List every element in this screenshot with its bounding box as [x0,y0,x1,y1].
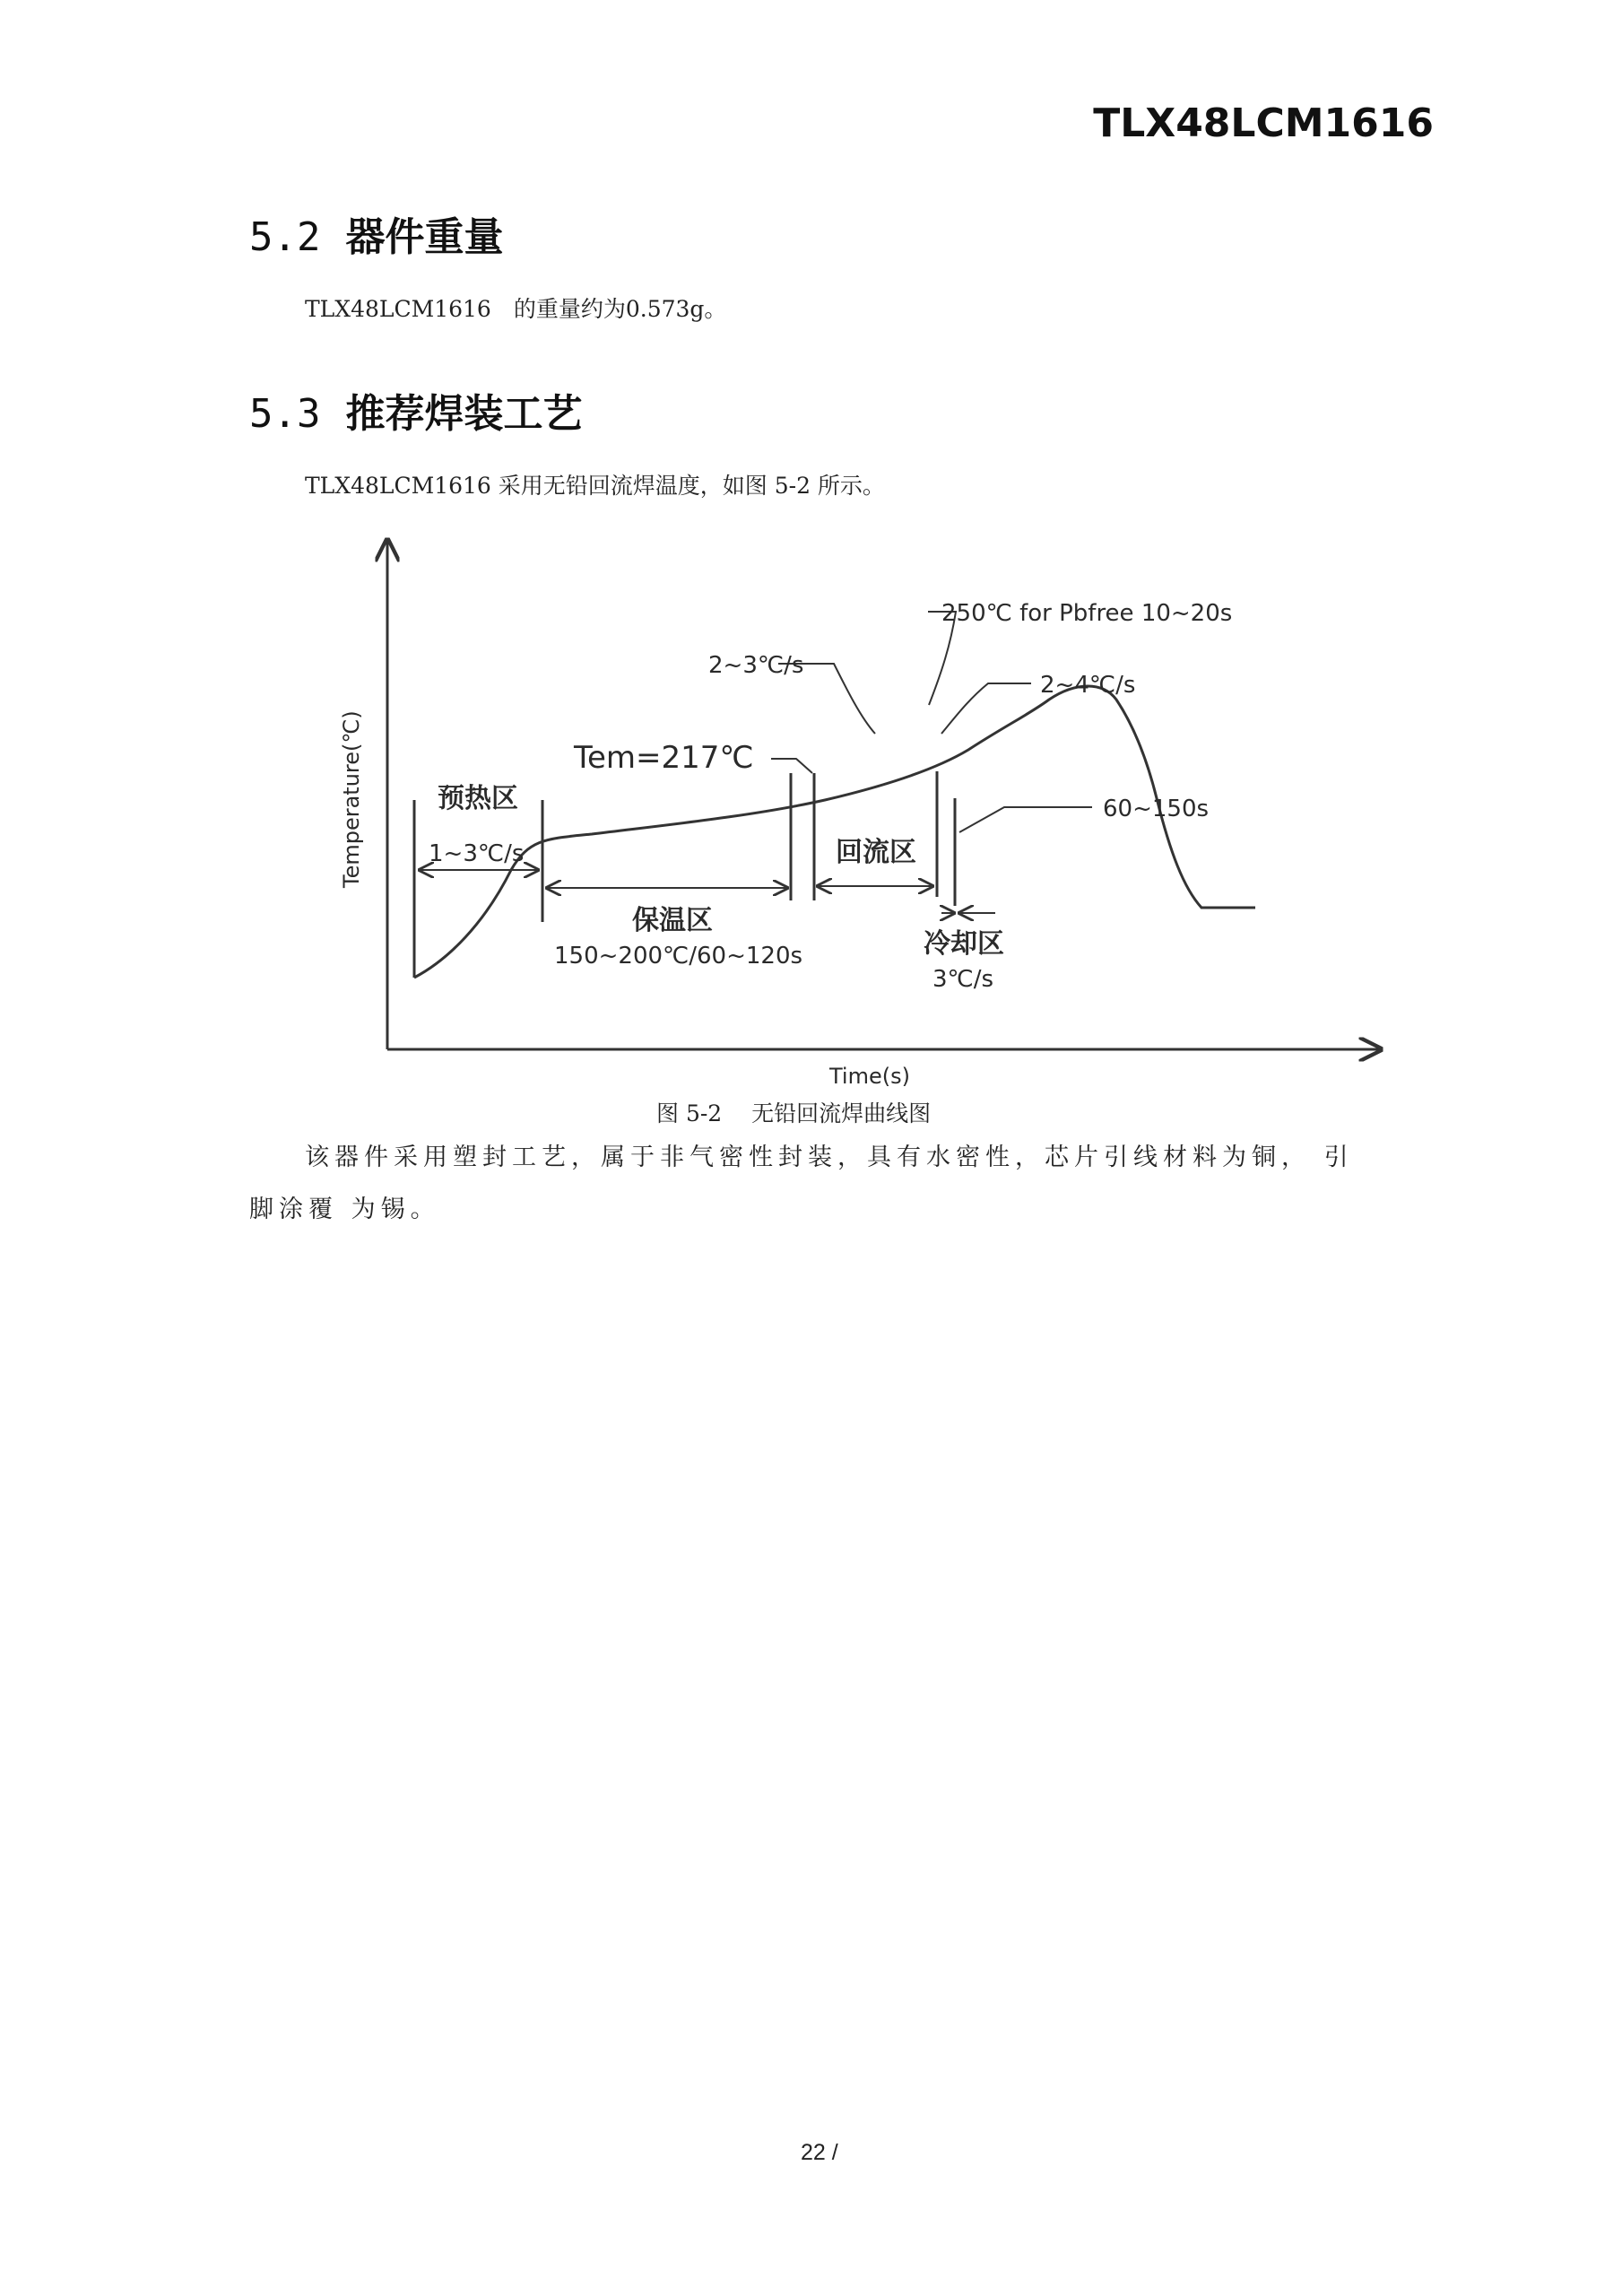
section-number: 5.3 [249,391,321,437]
temperature-curve [414,686,1255,978]
document-header-model: TLX48LCM1616 [1093,100,1434,146]
body-paragraph: 该器件采用塑封工艺，属于非气密性封装，具有水密性，芯片引线材料为铜， 引脚涂覆 为锡。 [249,1144,1354,1223]
section-number: 5.2 [249,214,321,260]
figure-caption: 图 5-2 无铅回流焊曲线图 [656,1100,932,1126]
soak-spec-label: 150~200℃/60~120s [554,943,803,970]
ramp-down-label: 2~4℃/s [1040,672,1136,699]
preheat-rate-label: 1~3℃/s [429,840,525,867]
peak-label: 250℃ for Pbfree 10~20s [941,600,1233,627]
section-title: 器件重量 [345,214,504,260]
reflow-profile-diagram [323,529,1417,1103]
y-axis-label: Temperature(℃) [339,710,364,888]
section-5-2-heading [249,204,503,262]
section-title: 推荐焊装工艺 [345,391,583,437]
reflow-zone-label: 回流区 [836,837,916,868]
section-5-3-body: TLX48LCM1616 采用无铅回流焊温度，如图 5-2 所示。 [305,473,885,499]
soak-zone-label: 保温区 [632,905,713,936]
x-axis-label: Time(s) [829,1064,910,1089]
tem-leader [771,759,812,773]
section-5-3-heading [249,381,582,439]
preheat-zone-label: 预热区 [438,783,518,814]
reflow-time-label: 60~150s [1103,796,1210,822]
ramp-up-label: 2~3℃/s [708,652,804,679]
section-5-2-body: TLX48LCM1616 的重量约为0.573g。 [305,296,727,322]
page-number: 22 / [801,2140,838,2165]
ramp-down-leader [941,683,1031,734]
tem-label: Tem=217℃ [574,740,754,776]
reflow-time-leader [959,807,1092,832]
cool-zone-label: 冷却区 [924,928,1004,960]
cool-rate-label: 3℃/s [932,966,994,993]
